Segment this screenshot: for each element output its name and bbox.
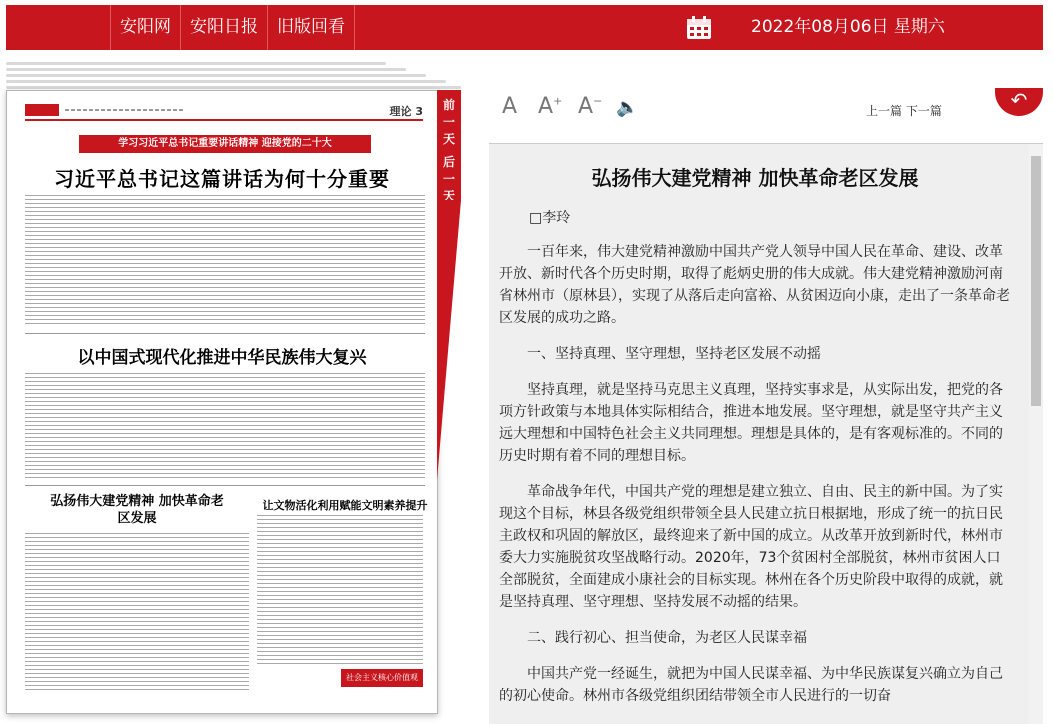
nav-old-version[interactable]: 旧版回看 [267, 5, 355, 50]
article-section-heading: 一、坚持真理、坚守理想，坚持老区发展不动摇 [527, 346, 821, 362]
page-stack-decoration [6, 54, 470, 94]
tab-char[interactable]: 天 [442, 132, 455, 146]
speaker-icon[interactable]: 🔈 [616, 97, 639, 118]
back-arrow-icon[interactable]: ↶ [995, 88, 1043, 116]
reader-toolbar [490, 90, 1043, 130]
next-article-link[interactable]: 下一篇 [905, 104, 942, 118]
article-paragraph: 一百年来，伟大建党精神激励中国共产党人领导中国人民在革命、建设、改革开放、新时代各个历史时期，取得了彪炳史册的伟大成就。伟大建党精神激励河南省林州市（原林县），实现了从落后走向富裕、从贫困迈向小康，走出了一条革命老区发展的成功之路。 [499, 244, 1010, 326]
article-body [499, 144, 1011, 707]
nav-anyang-daily[interactable]: 安阳日报 [180, 5, 267, 50]
paper-headline-2[interactable]: 以中国式现代化推进中华民族伟大复兴 [77, 348, 367, 368]
paper-logo [25, 104, 59, 116]
paper-headline-3a[interactable]: 弘扬伟大建党精神 加快革命老区发展 [50, 494, 224, 526]
paper-headline-3b[interactable]: 让文物活化利用赋能文明素养提升 [262, 499, 428, 512]
top-nav [110, 5, 355, 50]
nav-anyang-net[interactable]: 安阳网 [110, 5, 180, 50]
article-paragraph: 革命战争年代，中国共产党的理想是建立独立、自由、民主的新中国。为了实现这个目标，林县各级党组织带领全县人民建立抗日根据地，形成了统一的抗日民主政权和巩固的解放区，最终迎来了新中国的成立。从改革开放到新时代，林州市委大力实施脱贫攻坚战略行动。2020年，73个贫困村全部脱贫，林州市贫困人口全部脱贫，全面建成小康社会的目标实现。林州在各个历史阶段中取得的成就，就是坚持真理、坚守理想、坚持发展不动摇的结果。 [499, 484, 1003, 610]
paper-masthead [25, 103, 423, 121]
scrollbar[interactable] [1029, 144, 1043, 724]
article-section-heading: 二、践行初心、担当使命，为老区人民谋幸福 [527, 630, 807, 646]
tab-char[interactable]: 一 [442, 172, 455, 186]
tab-char[interactable]: 一 [442, 115, 455, 129]
prev-article-link[interactable]: 上一篇 [866, 104, 903, 118]
article-reader[interactable] [489, 143, 1043, 724]
day-navigation-tab[interactable] [437, 90, 461, 203]
tab-char[interactable]: 后 [442, 155, 455, 169]
article-author: □李玲 [529, 210, 571, 226]
tab-char[interactable]: 天 [442, 189, 455, 203]
page-curl-decoration [437, 200, 461, 480]
newspaper-page-image[interactable] [6, 90, 438, 714]
tab-char[interactable]: 前 [442, 98, 455, 112]
top-bar [6, 5, 1043, 50]
calendar-icon[interactable] [686, 16, 712, 40]
font-larger-button[interactable]: A+ [538, 94, 563, 119]
article-pager [866, 102, 942, 119]
scrollbar-thumb[interactable] [1031, 156, 1041, 406]
article-paragraph: 坚持真理，就是坚持马克思主义真理，坚持实事求是，从实际出发，把党的各项方针政策与本地具体实际相结合，推进本地发展。坚守理想，就是坚守共产主义远大理想和中国特色社会主义共同理想。理想是具体的，是有客观标准的。不同的历史时期有着不同的理想目标。 [499, 382, 1003, 464]
paper-stamp: 社会主义核心价值观 [341, 669, 423, 687]
paper-page-label: 理论 3 [389, 105, 423, 118]
font-normal-button[interactable]: A [502, 94, 518, 119]
font-smaller-button[interactable]: A− [578, 94, 603, 119]
paper-banner: 学习习近平总书记重要讲话精神 迎接党的二十大 [79, 135, 371, 153]
paper-headline-1[interactable]: 习近平总书记这篇讲话为何十分重要 [54, 167, 390, 191]
article-title: 弘扬伟大建党精神 加快革命老区发展 [591, 166, 919, 190]
article-paragraph: 中国共产党一经诞生，就把为中国人民谋幸福、为中华民族谋复兴确立为自己的初心使命。林州市各级党组织团结带领全市人民进行的一切奋 [499, 666, 1003, 704]
current-date: 2022年08月06日 星期六 [751, 17, 945, 37]
